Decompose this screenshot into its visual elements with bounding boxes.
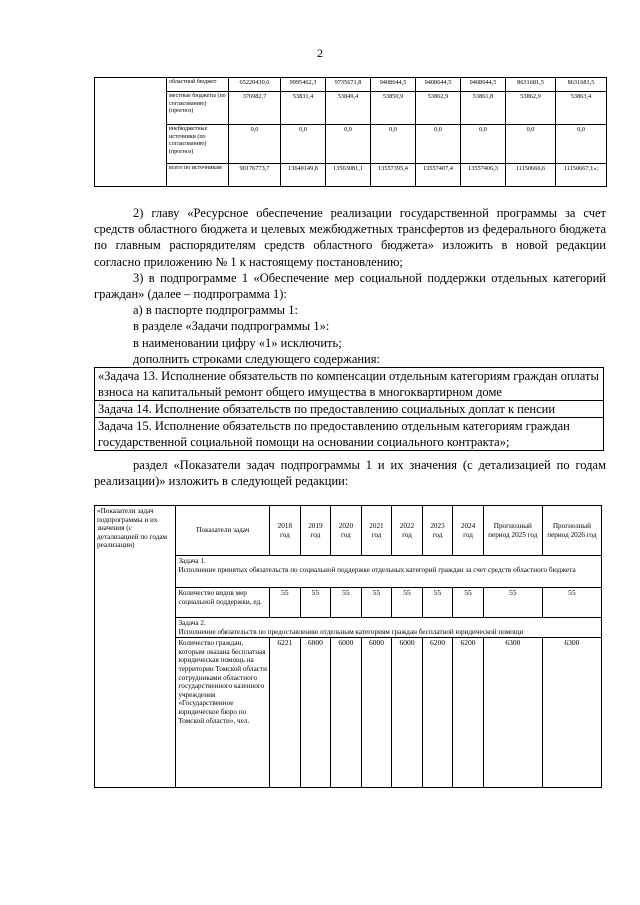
indicators-header-row <box>95 506 602 556</box>
indicator-value: 6200 <box>453 638 484 788</box>
budget-value: 53861,8 <box>461 92 506 125</box>
task-line: «Задача 13. Исполнение обязательств по компенсации отдельным категориям граждан оплаты взноса на капитальный ремонт общего имущества в многоквартирном доме <box>95 368 604 401</box>
budget-value: 65220430,6 <box>229 78 281 92</box>
paragraph: раздел «Показатели задач подпрограммы 1 и их значения (с детализацией по годам реализации)» изложить в следующей редакции: <box>94 458 606 489</box>
budget-row-extra <box>95 125 607 164</box>
paragraph: в наименовании цифру «1» исключить; <box>133 335 342 350</box>
budget-value: 53849,4 <box>326 92 371 125</box>
paragraph: дополнить строками следующего содержания: <box>133 351 380 366</box>
budget-value: 0,0 <box>229 125 281 164</box>
budget-value: 9995462,3 <box>281 78 326 92</box>
budget-value: 9735671,8 <box>326 78 371 92</box>
budget-label: местные бюджеты (по согласованию) (прогноз) <box>167 92 229 125</box>
tasks-box <box>94 367 604 451</box>
indicator-value: 6000 <box>361 638 392 788</box>
paragraph: 3) в подпрограмме 1 «Обеспечение мер социальной поддержки отдельных категорий граждан» (далее – подпрограмма 1): <box>94 270 606 302</box>
indicator-value: 55 <box>270 588 301 618</box>
budget-value: 8631681,5 <box>556 78 607 92</box>
indicators-table <box>94 505 602 788</box>
indicator-value: 6300 <box>483 638 542 788</box>
indicator-value: 55 <box>392 588 423 618</box>
indicator-value: 6000 <box>392 638 423 788</box>
budget-value: 9408644,5 <box>416 78 461 92</box>
indicator-value: 55 <box>483 588 542 618</box>
budget-value: 0,0 <box>326 125 371 164</box>
budget-value: 53862,9 <box>416 92 461 125</box>
budget-value: 376982,7 <box>229 92 281 125</box>
budget-value: 13557407,4 <box>416 164 461 187</box>
amendment-text <box>94 205 606 367</box>
indicator-value: 6000 <box>300 638 331 788</box>
budget-value: 11150666,6 <box>506 164 556 187</box>
page-number: 2 <box>317 46 323 60</box>
header-cell: Показатели задач <box>176 506 270 556</box>
budget-value: 90176773,7 <box>229 164 281 187</box>
header-cell: 2021 год <box>361 506 392 556</box>
indicator-value: 55 <box>422 588 453 618</box>
budget-label: областной бюджет <box>167 78 229 92</box>
indicator-value: 6200 <box>422 638 453 788</box>
budget-value: 53863,4 <box>556 92 607 125</box>
indicator-value: 55 <box>453 588 484 618</box>
indicator-value: 6300 <box>542 638 601 788</box>
budget-value: 9408644,5 <box>371 78 416 92</box>
task-line: Задача 14. Исполнение обязательств по предоставлению социальных доплат к пенсии <box>95 401 604 418</box>
budget-value: 0,0 <box>506 125 556 164</box>
header-cell: 2024 год <box>453 506 484 556</box>
budget-value: 0,0 <box>556 125 607 164</box>
budget-value: 8631681,5 <box>506 78 556 92</box>
budget-row-regional <box>95 78 607 92</box>
task2-title: Задача 2. <box>178 619 206 627</box>
budget-value: 13557395,4 <box>371 164 416 187</box>
budget-value: 13557406,3 <box>461 164 506 187</box>
budget-table <box>94 77 607 187</box>
task1-text: Исполнение принятых обязательств по социальной поддержке отдельных категорий граждан за счет средств областного бюджета <box>178 565 576 574</box>
budget-row-local <box>95 92 607 125</box>
indicator-value: 6221 <box>270 638 301 788</box>
budget-value: 0,0 <box>416 125 461 164</box>
budget-value: 9408644,5 <box>461 78 506 92</box>
budget-value: 11150667,1»; <box>556 164 607 187</box>
budget-value: 0,0 <box>371 125 416 164</box>
header-cell: 2023 год <box>422 506 453 556</box>
budget-empty-cell <box>95 78 167 187</box>
indicators-row-label: «Показатели задач подпрограммы и их значения (с детализацией по годам реализации) <box>95 506 176 788</box>
section-instruction <box>94 457 606 489</box>
paragraph: в разделе «Задачи подпрограммы 1»: <box>133 319 330 334</box>
indicator-name: Количество видов мер социальной поддержки, ед. <box>176 588 270 618</box>
budget-value: 53862,9 <box>506 92 556 125</box>
indicator-name: Количество граждан, которым оказана бесплатная юридическая помощь на территории Томской области сотрудниками областного государственного казенного учреждения «Государственное юридическое бюро по Томской области», чел. <box>176 638 270 788</box>
budget-label: всего по источникам <box>167 164 229 187</box>
budget-value: 0,0 <box>461 125 506 164</box>
budget-value: 53850,9 <box>371 92 416 125</box>
paragraph: а) в паспорте подпрограммы 1: <box>133 303 298 318</box>
indicator-value: 55 <box>331 588 362 618</box>
header-cell: Прогнозный период 2026 год <box>542 506 601 556</box>
task2-text: Исполнение обязательств по предоставлению отдельным категориям граждан бесплатной юридической помощи <box>178 627 524 636</box>
budget-row-total <box>95 164 607 187</box>
indicator-value: 55 <box>300 588 331 618</box>
indicator-value: 55 <box>361 588 392 618</box>
budget-label: внебюджетные источники (по согласованию) (прогноз) <box>167 125 229 164</box>
header-cell: Прогнозный период 2025 год <box>483 506 542 556</box>
budget-value: 13640149,8 <box>281 164 326 187</box>
task1-cell <box>176 556 602 588</box>
header-cell: 2022 год <box>392 506 423 556</box>
task-line: Задача 15. Исполнение обязательств по предоставлению отдельным категориям граждан государственной социальной помощи на основании социального контракта»; <box>95 418 604 451</box>
task2-cell <box>176 618 602 638</box>
paragraph: 2) главу «Ресурсное обеспечение реализации государственной программы за счет средств областного бюджета и целевых межбюджетных трансфертов из федерального бюджета по главным распорядителям средств областного бюджета» изложить в новой редакции согласно приложению № 1 к настоящему постановлению; <box>94 206 606 269</box>
header-cell: 2019 год <box>300 506 331 556</box>
indicator-value: 6000 <box>331 638 362 788</box>
budget-value: 53831,4 <box>281 92 326 125</box>
budget-value: 0,0 <box>281 125 326 164</box>
budget-value: 13563081,1 <box>326 164 371 187</box>
task1-title: Задача 1. <box>178 557 206 565</box>
header-cell: 2020 год <box>331 506 362 556</box>
indicator-value: 55 <box>542 588 601 618</box>
header-cell: 2018 год <box>270 506 301 556</box>
